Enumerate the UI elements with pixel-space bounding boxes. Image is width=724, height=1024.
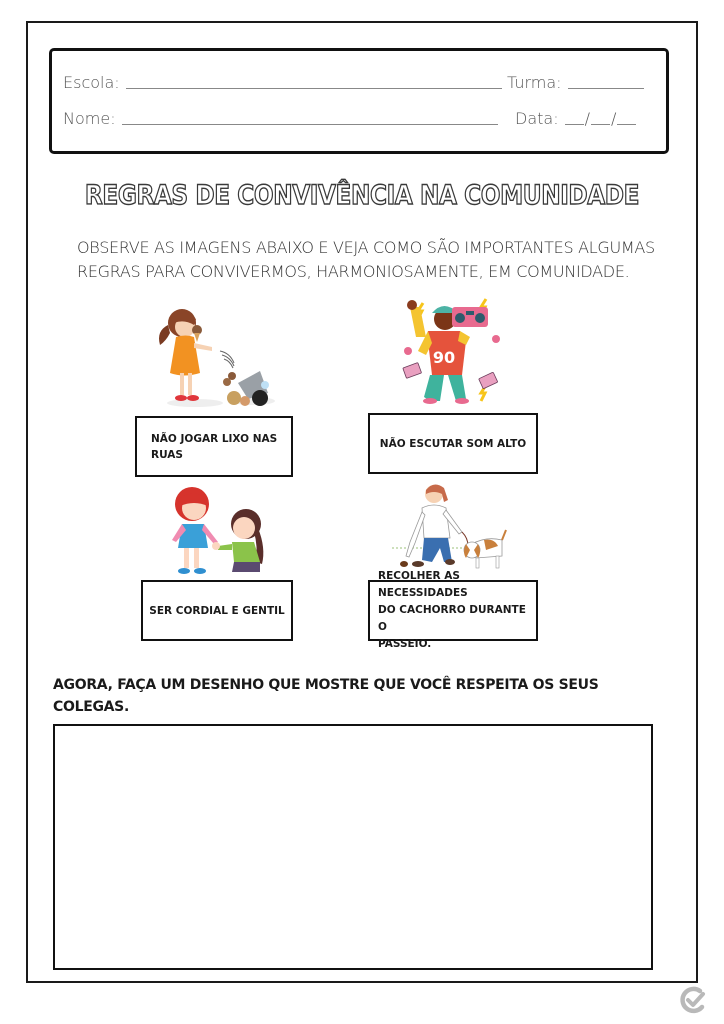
date-separator: / [610, 109, 617, 128]
rule-label-line: PASSEIO. [378, 638, 432, 650]
name-label: Nome: [63, 109, 116, 128]
school-input-line[interactable] [126, 87, 502, 89]
rule-label-pick-up-dog-waste [368, 570, 538, 650]
name-input-line[interactable] [122, 123, 498, 125]
date-field[interactable] [515, 109, 636, 128]
svg-text:90: 90 [432, 348, 456, 367]
page-title: REGRAS DE CONVIVÊNCIA NA COMUNIDADE [84, 180, 640, 211]
instruction-line-2: COLEGAS. [53, 699, 129, 715]
school-field[interactable] [63, 73, 502, 92]
rule-label-line: DO CACHORRO DURANTE O [378, 604, 526, 633]
drawing-instruction [53, 674, 613, 718]
rule-label-line: RECOLHER AS NECESSIDADES [378, 570, 468, 599]
date-month-line[interactable] [591, 123, 610, 125]
date-label: Data: [515, 109, 559, 128]
date-year-line[interactable] [617, 123, 636, 125]
boy-with-boombox-illustration [398, 293, 506, 406]
rule-label-no-loud-music [368, 413, 538, 474]
date-separator: / [584, 109, 590, 128]
rule-label-no-littering [135, 416, 293, 477]
school-label: Escola: [63, 73, 120, 92]
kids-shaking-hands-illustration [162, 484, 280, 578]
rule-label-line: SER CORDIAL E GENTIL [149, 604, 285, 617]
intro-text [77, 236, 657, 284]
woman-picking-up-dog-poop-illustration [392, 482, 507, 574]
date-day-line[interactable] [565, 123, 584, 125]
intro-line-2: REGRAS PARA CONVIVERMOS, HARMONIOSAMENTE, EM COMUNIDADE. [77, 262, 630, 281]
drawing-area[interactable] [53, 724, 653, 970]
rule-label-line: RUAS [151, 448, 183, 461]
rule-label-line: NÃO ESCUTAR SOM ALTO [379, 437, 527, 450]
rule-label-line: NÃO JOGAR LIXO NAS [151, 432, 278, 445]
student-info-box [49, 48, 669, 154]
name-field[interactable] [63, 109, 498, 128]
intro-line-1: OBSERVE AS IMAGENS ABAIXO E VEJA COMO SÃO IMPORTANTES ALGUMAS [77, 238, 655, 257]
girl-littering-illustration [150, 303, 275, 409]
class-field[interactable] [507, 73, 644, 92]
check-logo-icon [678, 985, 708, 1015]
rule-label-be-kind [141, 580, 293, 641]
class-input-line[interactable] [568, 87, 644, 89]
class-label: Turma: [507, 73, 562, 92]
instruction-line-1: AGORA, FAÇA UM DESENHO QUE MOSTRE QUE VOCÊ RESPEITA OS SEUS [53, 677, 599, 693]
